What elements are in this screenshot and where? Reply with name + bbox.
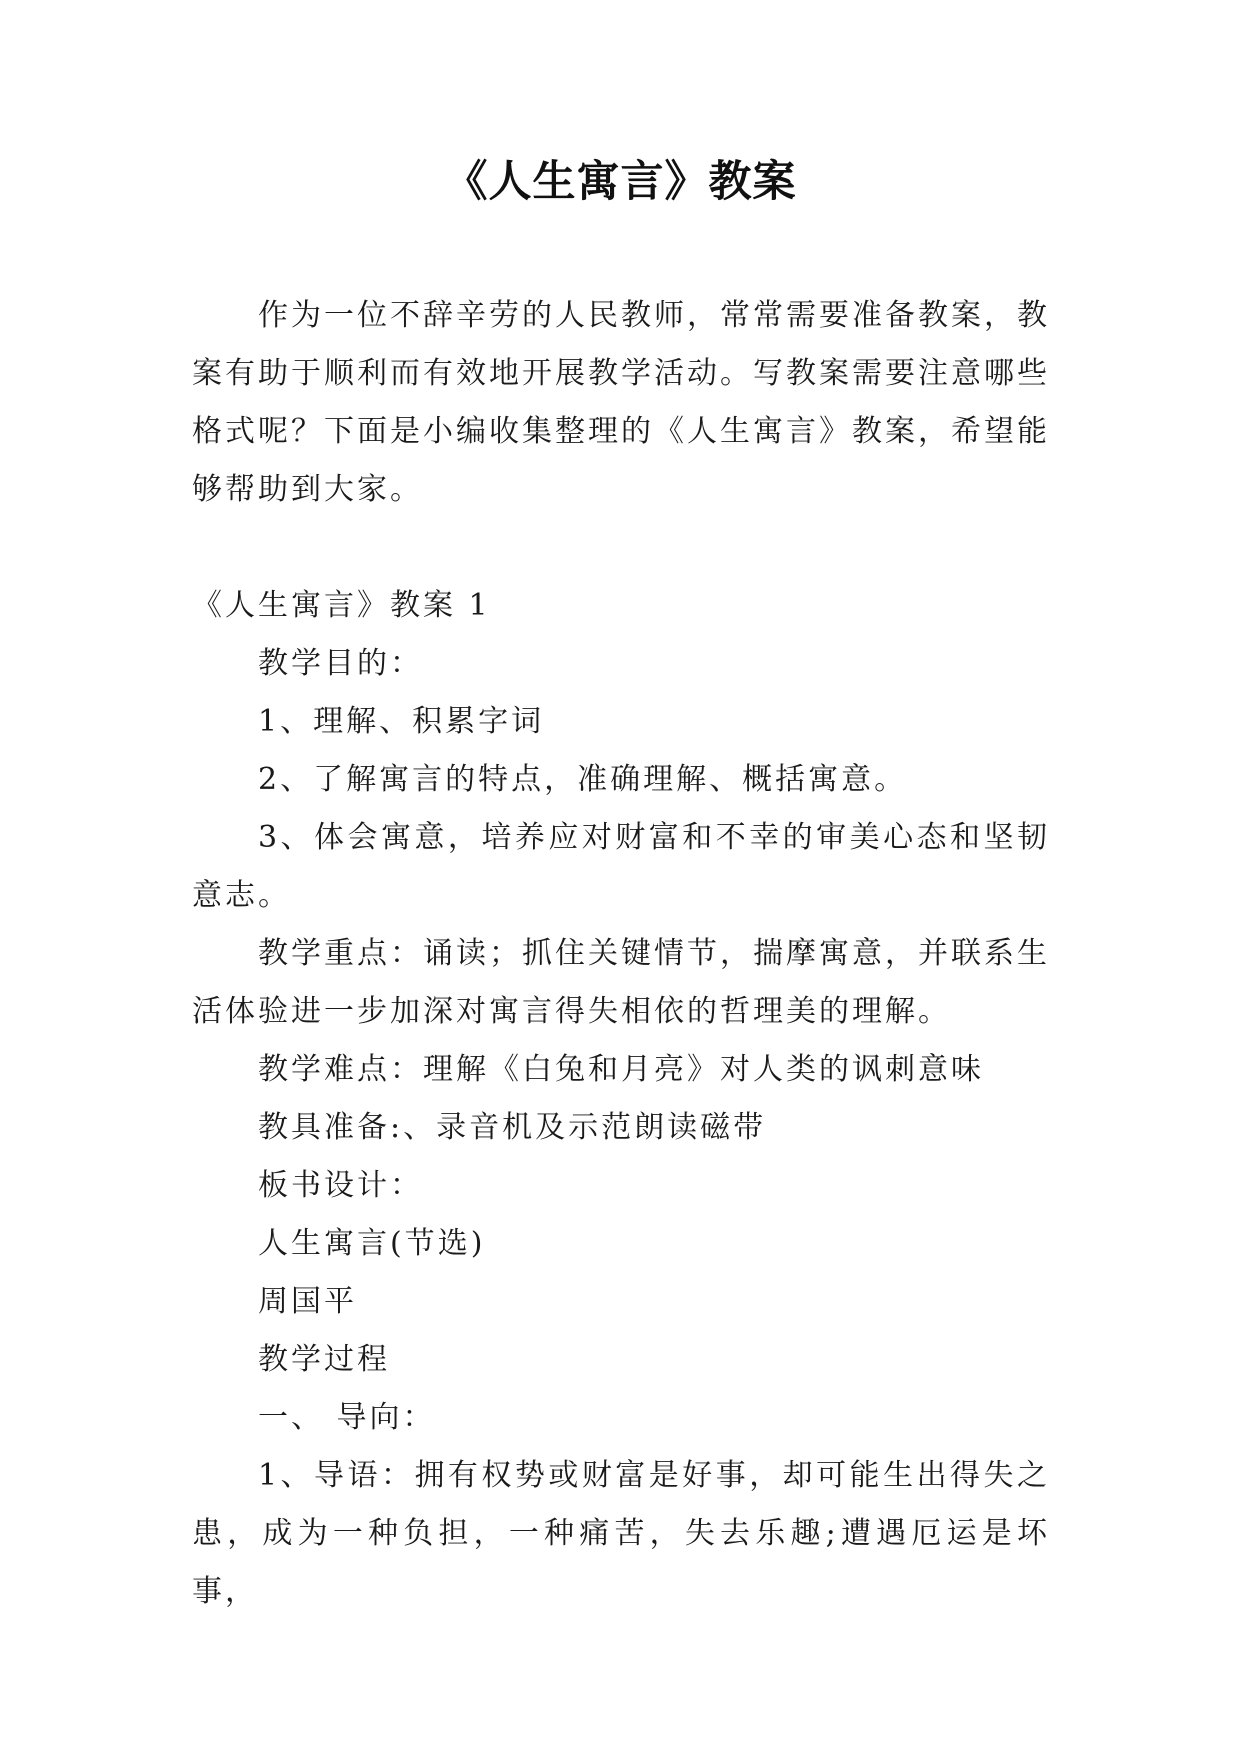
process-step-1: 一、 导向： bbox=[258, 1400, 436, 1435]
lesson-plan-section bbox=[192, 577, 1050, 1621]
teaching-focus: 教学重点：诵读；抓住关键情节，揣摩寓意，并联系生活体验进一步加深对寓言得失相依的哲理美的理解。 bbox=[192, 936, 1050, 1029]
goal-item-3: 3、体会寓意，培养应对财富和不幸的审美心态和坚韧意志。 bbox=[192, 820, 1050, 913]
goal-item-1: 1、理解、积累字词 bbox=[258, 704, 545, 739]
intro-paragraph: 作为一位不辞辛劳的人民教师，常常需要准备教案，教案有助于顺利而有效地开展教学活动。写教案需要注意哪些格式呢？下面是小编收集整理的《人生寓言》教案，希望能够帮助到大家。 bbox=[192, 298, 1050, 507]
document-title: 《人生寓言》教案 bbox=[444, 157, 797, 207]
teaching-process-label: 教学过程 bbox=[258, 1342, 390, 1377]
board-design-label: 板书设计： bbox=[258, 1168, 423, 1203]
teaching-materials: 教具准备:、录音机及示范朗读磁带 bbox=[258, 1110, 767, 1145]
teaching-goals-label: 教学目的： bbox=[258, 646, 423, 681]
teaching-difficulty: 教学难点：理解《白兔和月亮》对人类的讽刺意味 bbox=[258, 1052, 984, 1087]
section-heading: 《人生寓言》教案 1 bbox=[192, 588, 491, 623]
board-title: 人生寓言(节选) bbox=[258, 1226, 486, 1261]
board-author: 周国平 bbox=[258, 1284, 357, 1319]
intro-block bbox=[192, 287, 1050, 519]
introduction-text: 1、导语：拥有权势或财富是好事，却可能生出得失之患，成为一种负担，一种痛苦，失去乐趣;遭遇厄运是坏事， bbox=[192, 1458, 1050, 1609]
goal-item-2: 2、了解寓言的特点，准确理解、概括寓意。 bbox=[258, 762, 908, 797]
